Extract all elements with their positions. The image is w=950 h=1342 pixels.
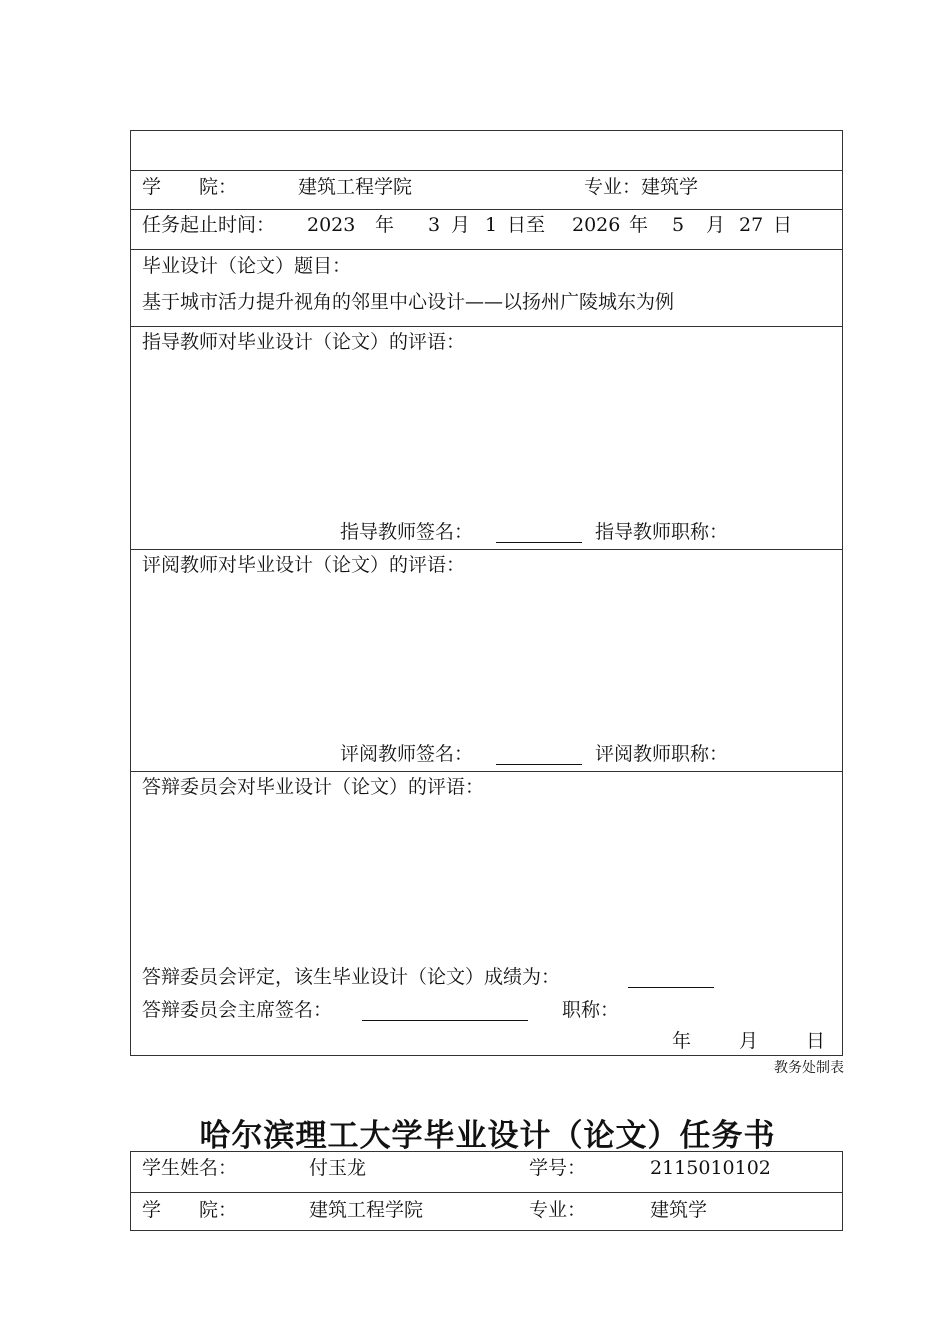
- task-major-label: 专业：: [529, 1199, 587, 1221]
- task-college-row: [131, 1193, 842, 1231]
- college-row: [131, 171, 842, 210]
- topic-value: 基于城市活力提升视角的邻里中心设计——以扬州广陵城东为例: [142, 291, 675, 313]
- committee-chair-signature-line[interactable]: [362, 1020, 528, 1021]
- committee-comment-section: [131, 772, 842, 1056]
- task-book-title: 哈尔滨理工大学毕业设计（论文）任务书: [199, 1118, 776, 1154]
- period-row: [131, 210, 842, 250]
- student-id-label: 学号：: [529, 1157, 587, 1179]
- end-day: 27: [739, 214, 764, 236]
- committee-comment-label: 答辩委员会对毕业设计（论文）的评语：: [142, 776, 485, 798]
- blank-header-row: [131, 131, 842, 171]
- college-value: 建筑工程学院: [298, 176, 413, 198]
- footer-note: 教务处制表: [774, 1060, 844, 1076]
- advisor-comment-section: [131, 327, 842, 550]
- start-month: 3: [428, 214, 441, 236]
- task-major-value: 建筑学: [650, 1199, 708, 1221]
- period-label: 任务起止时间：: [142, 214, 276, 236]
- reviewer-comment-label: 评阅教师对毕业设计（论文）的评语：: [142, 554, 466, 576]
- major-label: 专业：建筑学: [584, 176, 699, 198]
- committee-grade-label: 答辩委员会评定，该生毕业设计（论文）成绩为：: [142, 966, 561, 988]
- student-row: [131, 1152, 842, 1193]
- reviewer-title-label: 评阅教师职称：: [595, 743, 729, 765]
- end-year: 2026: [572, 214, 621, 236]
- advisor-comment-label: 指导教师对毕业设计（论文）的评语：: [142, 331, 466, 353]
- task-college-label: 学 院：: [142, 1199, 238, 1221]
- year-char-2: 年: [629, 214, 649, 236]
- reviewer-comment-section: [131, 550, 842, 772]
- task-book-form: [130, 1151, 843, 1231]
- student-id-value: 2115010102: [650, 1157, 771, 1179]
- committee-day-char: 日: [806, 1030, 826, 1052]
- day-to: 日至: [507, 214, 546, 236]
- advisor-title-label: 指导教师职称：: [595, 521, 729, 543]
- evaluation-form: [130, 130, 843, 1056]
- committee-month-char: 月: [739, 1030, 759, 1052]
- start-year: 2023: [307, 214, 356, 236]
- college-label: 学 院：: [142, 176, 238, 198]
- student-name-label: 学生姓名：: [142, 1157, 238, 1179]
- student-name-value: 付玉龙: [309, 1157, 367, 1179]
- reviewer-signature-line[interactable]: [496, 764, 582, 765]
- committee-title-label: 职称：: [562, 999, 620, 1021]
- topic-row: [131, 250, 842, 327]
- topic-label: 毕业设计（论文）题目：: [142, 255, 352, 277]
- end-month: 5: [672, 214, 685, 236]
- start-day: 1: [485, 214, 498, 236]
- committee-year-char: 年: [672, 1030, 692, 1052]
- task-college-value: 建筑工程学院: [309, 1199, 424, 1221]
- committee-grade-line[interactable]: [628, 987, 714, 988]
- month-char-2: 月: [706, 214, 726, 236]
- advisor-signature-line[interactable]: [496, 542, 582, 543]
- year-char: 年: [375, 214, 395, 236]
- advisor-signature-label: 指导教师签名：: [340, 521, 474, 543]
- month-char: 月: [451, 214, 471, 236]
- day-char: 日: [773, 214, 793, 236]
- committee-chair-signature-label: 答辩委员会主席签名：: [142, 999, 333, 1021]
- reviewer-signature-label: 评阅教师签名：: [340, 743, 474, 765]
